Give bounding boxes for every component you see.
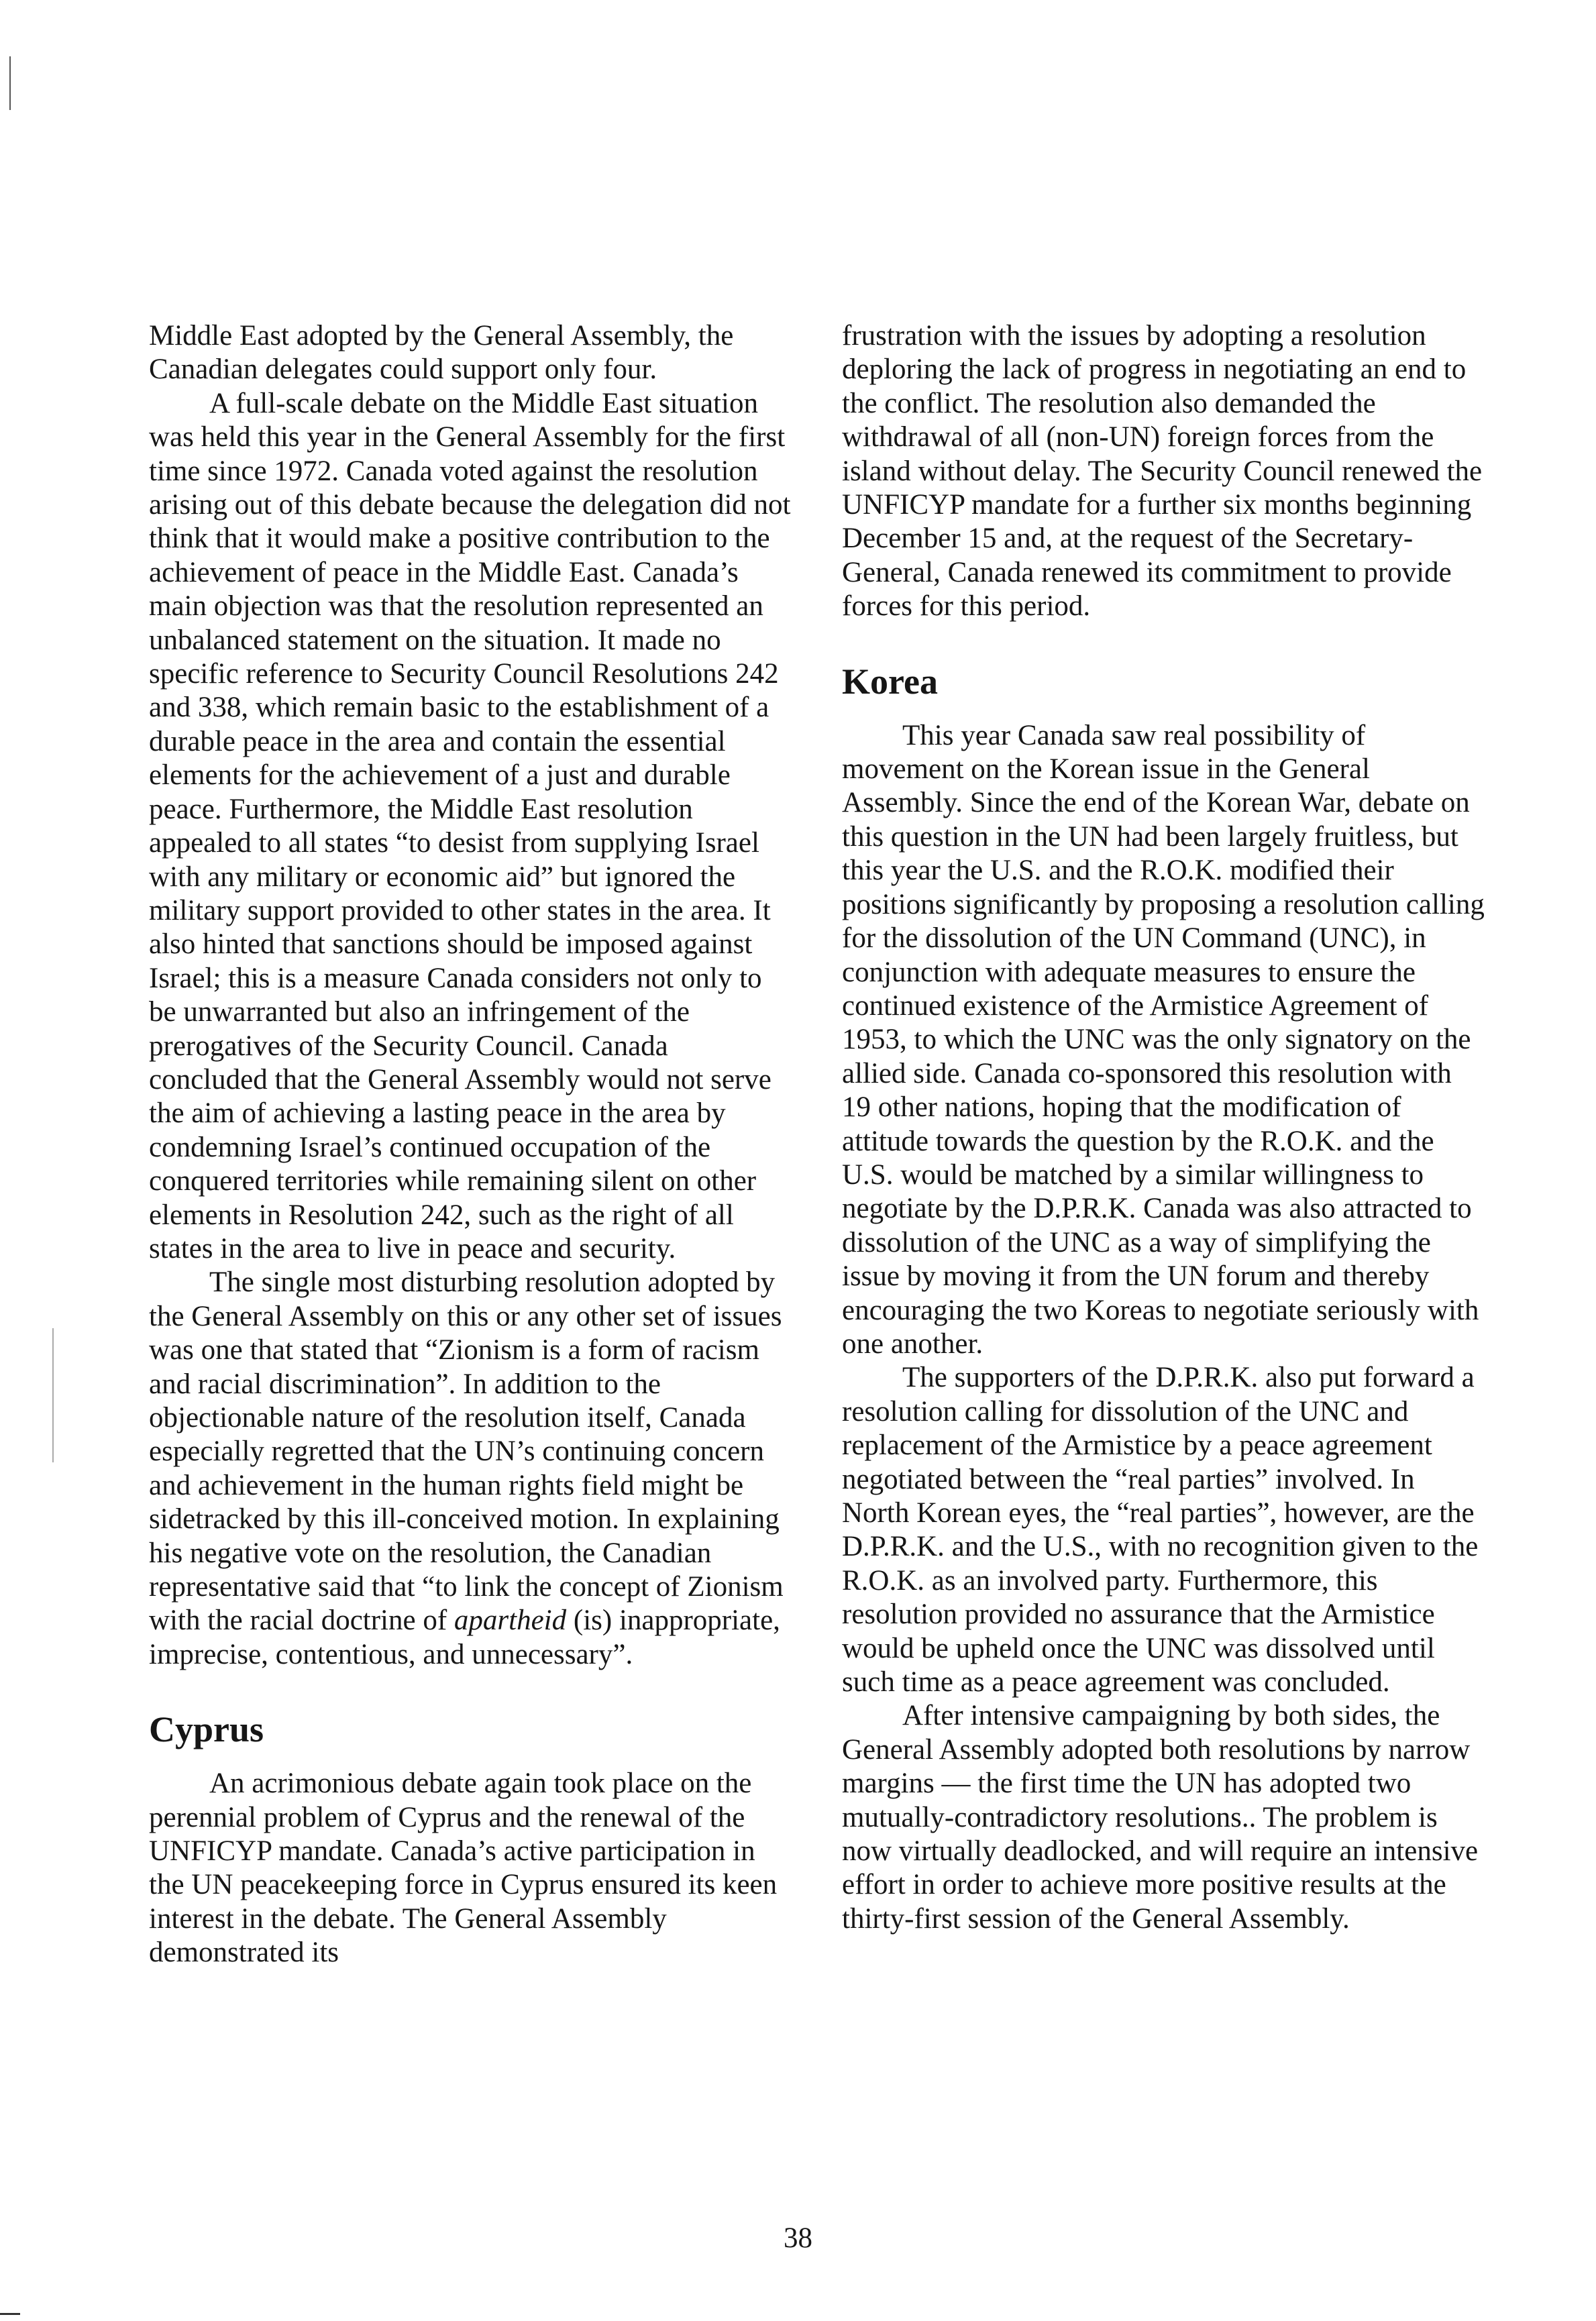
left-paragraph-zionism-resolution bbox=[149, 1266, 793, 1672]
left-column bbox=[149, 319, 793, 1970]
heading-cyprus: Cyprus bbox=[149, 1709, 264, 1750]
right-paragraph-both-resolutions: After intensive campaigning by both sides, the General Assembly adopted both resolutions by narrow margins — the first time the UN has adopted two mutually-contradictory resolutions.. The problem is now virtually deadlocked, and will require an intensive effort in order to achieve more positive results at the thirty-first session of the General Assembly. bbox=[842, 1700, 1479, 1935]
scan-artifact-top-left bbox=[9, 56, 11, 110]
left-paragraph-cyprus: An acrimonious debate again took place on the perennial problem of Cyprus and the renewal of the UNFICYP mandate. Canada’s active participation in the UN peacekeeping force in Cyprus ensured its keen interest in the debate. The General Assembly demonstrated its bbox=[149, 1768, 778, 1969]
apartheid-italic: apartheid bbox=[454, 1605, 567, 1637]
left-paragraph-middle-east-debate: A full-scale debate on the Middle East situation was held this year in the General Assembly for the first time since 1972. Canada voted against the resolution arising out of this debate because the delegation did not think that it would make a positive contribution to the achievement of peace in the Middle East. Canada’s main objection was that the resolution represented an unbalanced statement on the situation. It made no specific reference to Security Council Resolutions 242 and 338, which remain basic to the establishment of a durable peace in the area and contain the essential elements for the achievement of a just and durable peace. Furthermore, the Middle East resolution appealed to all states “to desist from supplying Israel with any military or economic aid” but ignored the military support provided to other states in the area. It also hinted that sanctions should be imposed against Israel; this is a measure Canada considers not only to be unwarranted but also an infringement of the prerogatives of the Security Council. Canada concluded that the General Assembly would not serve the aim of achieving a lasting peace in the area by condemning Israel’s continued occupation of the conquered territories while remaining silent on other elements in Resolution 242, such as the right of all states in the area to live in peace and security. bbox=[149, 387, 791, 1264]
zionism-text-after: (is) inappropriate, imprecise, contentious, and unnecessary”. bbox=[149, 1605, 780, 1670]
scan-artifact-mid-left bbox=[52, 1328, 54, 1462]
page-number: 38 bbox=[784, 2222, 812, 2254]
right-column bbox=[842, 319, 1486, 1936]
right-paragraph-korea-movement: This year Canada saw real possibility of movement on the Korean issue in the General Assembly. Since the end of the Korean War, debate on this question in the UN had been largely fruitless, but this year the U.S. and the R.O.K. modified their positions significantly by proposing a resolution calling for the dissolution of the UN Command (UNC), in conjunction with adequate measures to ensure the continued existence of the Armistice Agreement of 1953, to which the UNC was the only signatory on the allied side. Canada co-sponsored this resolution with 19 other nations, hoping that the modification of attitude towards the question by the R.O.K. and the U.S. would be matched by a similar willingness to negotiate by the D.P.R.K. Canada was also attracted to dissolution of the UNC as a way of simplifying the issue by moving it from the UN forum and thereby encouraging the two Koreas to negotiate seriously with one another. bbox=[842, 719, 1485, 1360]
right-paragraph-dprk-supporters: The supporters of the D.P.R.K. also put forward a resolution calling for dissolution of the UNC and replacement of the Armistice by a peace agreement negotiated between the “real parties” involved. In North Korean eyes, the “real parties”, however, are the D.P.R.K. and the U.S., with no recognition given to the R.O.K. as an involved party. Furthermore, this resolution provided no assurance that the Armistice would be upheld once the UNC was dissolved until such time as a peace agreement was concluded. bbox=[842, 1362, 1479, 1698]
right-paragraph-cyprus-continued: frustration with the issues by adopting a resolution deploring the lack of progress in negotiating an end to the conflict. The resolution also demanded the withdrawal of all (non-UN) foreign forces from the island without delay. The Security Council renewed the UNFICYP mandate for a further six months beginning December 15 and, at the request of the Secretary-General, Canada renewed its commitment to provide forces for this period. bbox=[842, 320, 1483, 623]
left-paragraph-1: Middle East adopted by the General Assembly, the Canadian delegates could support only four. bbox=[149, 320, 734, 386]
scan-artifact-bottom-left bbox=[0, 2313, 20, 2315]
zionism-text-before: The single most disturbing resolution adopted by the General Assembly on this or any other set of issues was one that stated that “Zionism is a form of racism and racial discrimination”. In addition to the objectionable nature of the resolution itself, Canada especially regretted that the UN’s continuing concern and achievement in the human rights field might be sidetracked by this ill-conceived motion. In explaining his negative vote on the resolution, the Canadian representative said that “to link the concept of Zionism with the racial doctrine of bbox=[149, 1266, 784, 1637]
heading-korea: Korea bbox=[842, 661, 938, 702]
